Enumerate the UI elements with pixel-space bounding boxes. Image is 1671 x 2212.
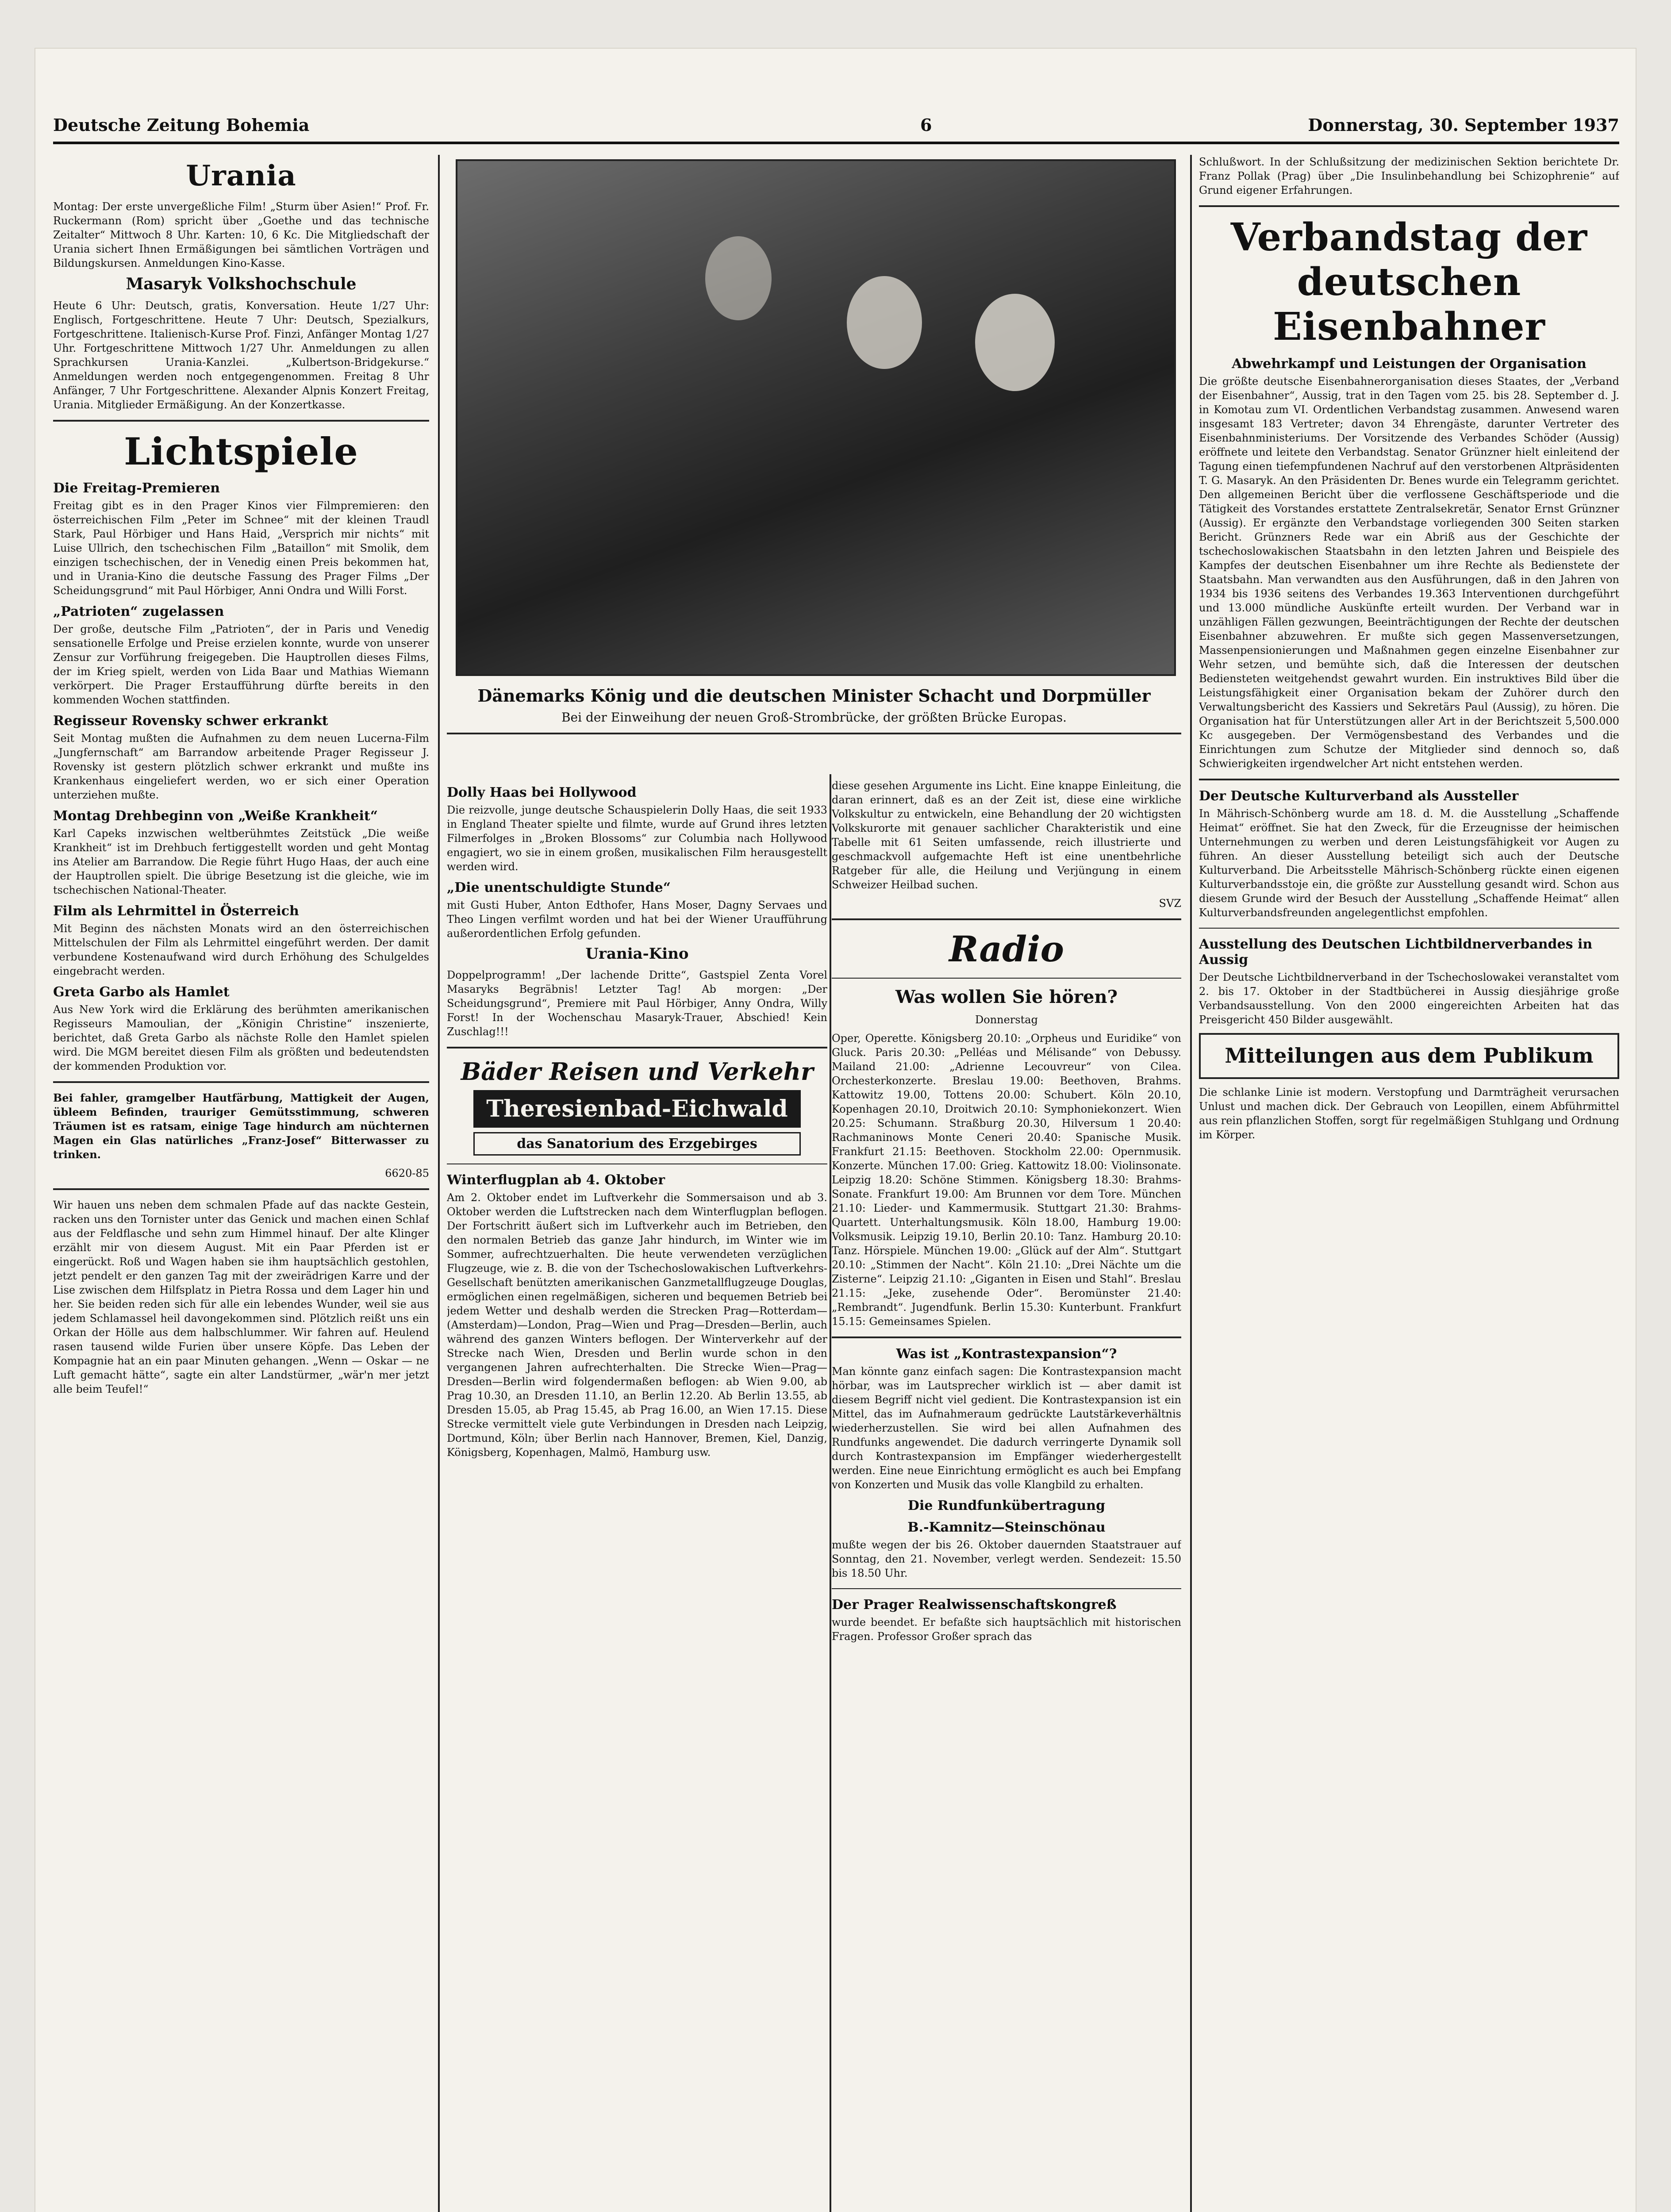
rundfunk-subheading: B.-Kamnitz—Steinschönau [907,1520,1106,1535]
lehrmittel-text: Mit Beginn des nächsten Monats wird an den österreichischen Mittelschulen der Film als Lehrmittel eingeführt werden. Der damit verbundene Kostenaufwand wird durch Erhöhung des Schulgeldes eingebracht werden. [53,922,429,977]
lichtspiele-title: Lichtspiele [124,430,358,473]
montag-heading: Montag Drehbeginn von „Weiße Krankheit“ [53,808,378,824]
verband-title-1: Verbandstag der [1230,215,1588,260]
regisseur-heading: Regisseur Rovensky schwer erkrankt [53,713,328,729]
realw-heading: Der Prager Realwissenschaftskongreß [832,1597,1117,1613]
masthead [53,115,1619,144]
rundfunk-text: mußte wegen der bis 26. Oktober dauernden Staatstrauer auf Sonntag, den 21. November, verlegt werden. Sendezeit: 15.50 bis 18.50 Uhr. [832,1539,1181,1579]
masaryk-title: Masaryk Volkshochschule [126,275,357,293]
verband-subtitle: Abwehrkampf und Leistungen der Organisation [1232,356,1586,372]
theresienbad-ad: Theresienbad-Eichwald [473,1090,801,1128]
freitag-heading: Die Freitag-Premieren [53,480,220,496]
column-1 [53,155,429,2212]
kontrast-heading: Was ist „Kontrastexpansion“? [896,1346,1117,1362]
ad-code: 6620-85 [385,1167,429,1179]
kultur-text: In Mährisch-Schönberg wurde am 18. d. M. die Ausstellung „Schaffende Heimat“ eröffnet. Sie hat den Zweck, für die Erzeugnisse der heimischen Unternehmungen zu werben und deren Leistungsfähigkeit vor Augen zu führen. An dieser Ausstellung beteiligt sich auch der Deutsche Kulturverband. Die Arbeitsstelle Mährisch-Schönberg rückte einen eigenen Kulturverbandsstoje ein, die größte zur Ausstellung gesandt wird. Schon aus diesem Grunde wird der Besuch der Ausstellung „Schaffende Heimat“ allen Kulturverbandsfreunden angelegentlichst empfohlen. [1199,807,1619,919]
hoeren-heading: Was wollen Sie hören? [895,987,1118,1007]
verband-text: Die größte deutsche Eisenbahnerorganisation dieses Staates, der „Verband der Eisenbahner“, Aussig, trat in den Tagen vom 25. bis 28. September d. J. in Komotau zum VI. Ordentlichen Verbandstag zusammen. Anwesend waren insgesamt 183 Vertreter; davon 34 Ehrengäste, darunter Vertreter des Eisenbahnministeriums. Der Vorsitzende des Verbandes Schöder (Aussig) eröffnete und leitete den Verbandstag. Senator Grünzner hielt einleitend der Tagung einen tiefempfundenen Nachruf auf den verstorbenen Altpräsidenten T. G. Masaryk. An den Präsidenten Dr. Benes wurde ein Telegramm gerichtet. Den allgemeinen Bericht über die verflossene Geschäftsperiode und die Tätigkeit des Vorstandes erstattete Zentralsekretär, Senator Ernst Grünzner (Aussig). Er ergänzte den Verbandstage vorliegenden 300 Seiten starken Bericht. Grünzners Rede war ein Abriß aus der Geschichte der tschechoslowakischen Staatsbahn in den letzten Jahren und Beispiele des Kampfes der deutschen Eisenbahner um ihre Rechte als Bedienstete der Staatsbahn. Man verwandten aus den Ausführungen, daß in den Jahren von 1934 bis 1936 seitens des Verbandes 19.363 Interventionen durchgeführt und 13.000 mündliche Auskünfte erteilt wurden. Der Verband war in unzähligen Fällen gezwungen, Beeinträchtigungen der Rechte der deutschen Eisenbahner abzuwehren. Er mußte sich gegen Massenversetzungen, Massenpensionierungen und Maßnahmen gegen einzelne Eisenbahner zur Wehr setzen, und bemühte sich, daß die Interessen der deutschen Bediensteten weitgehendst gewahrt wurden. Ein instruktives Bild über die Leistungsfähigkeit einer Organisation bekam der Zuhörer durch den Verwaltungsbericht des Kassiers und Sekretärs Paul (Aussig), zu hören. Die Organisation hat für Unterstützungen aller Art in der Berichtszeit 5,500.000 Kc ausgegeben. Der Vermögensbestand des Verbandes und die Einrichtungen zum Schutze der Mitglieder sind dennoch so, daß Schwierigkeiten irgendwelcher Art nicht entstehen werden. [1199,375,1619,770]
photo-caption-sub: Bei der Einweihung der neuen Groß-Strombrücke, der größten Brücke Europas. [561,710,1067,725]
garbo-text: Aus New York wird die Erklärung des berühmten amerikanischen Regisseurs Mamoulian, der „Königin Christine“ inszenierte, berichtet, daß Greta Garbo als nächste Rolle den Hamlet spielen wird. Die MGM bereitet diesen Film als größten und bedeutendsten der kommenden Produktion vor. [53,1003,429,1072]
montag-text: Karl Capeks inzwischen weltberühmtes Zeitstück „Die weiße Krankheit“ ist im Drehbuch fertiggestellt worden und geht Montag ins Atelier am Barrandow. Die Regie führt Hugo Haas, der auch eine der Hauptrollen spielt. Die übrige Besetzung ist die gleiche, wie im tschechischen National-Theater. [53,827,429,896]
photo-figure [975,294,1055,391]
hoeren-text: Oper, Operette. Königsberg 20.10: „Orpheus und Euridike“ von Gluck. Paris 20.30: „Pelléas und Mélisande“ von Debussy. Mailand 21.00: „Adrienne Lecouvreur“ von Cilea. Orchesterkonzerte. Breslau 19.00: Beethoven, Brahms. Kattowitz 19.00, Tottens 20.00: Schubert. Köln 20.10, Kopenhagen 20.10, Droitwich 20.10: Symphoniekonzert. Wien 20.25: Schumann. Straßburg 20.30, Hilversum 1 20.40: Rachmaninows Monte Ceneri 20.40: Spanische Musik. Frankfurt 21.15: Beethoven. Stockholm 22.00: Opernmusik. Konzerte. München 17.00: Grieg. Kattowitz 18.00: Violinsonate. Leipzig 18.20: Schöne Stimmen. Königsberg 18.30: Brahms-Sonate. Frankfurt 19.00: Am Brunnen vor dem Tore. München 21.10: Lieder- und Kammermusik. Stuttgart 21.30: Brahms-Quartett. Unterhaltungsmusik. Köln 18.00, Hamburg 19.00: Volksmusik. Leipzig 19.10, Berlin 20.10: Tanz. Hamburg 20.10: Tanz. Hörspiele. München 19.00: „Glück auf der Alm“. Stuttgart 20.10: „Stimmen der Nacht“. Köln 21.10: „Drei Nächte um die Zisterne“. Leipzig 21.10: „Giganten in Eisen und Stahl“. Breslau 21.15: „Jeke, zusehende Oder“. Beromünster 21.40: „Rembrandt“. Jugendfunk. Berlin 15.30: Kunterbunt. Frankfurt 15.15: Gemeinsames Spielen. [832,1032,1181,1328]
freitag-text: Freitag gibt es in den Prager Kinos vier Filmpremieren: den österreichischen Film „Peter im Schnee“ mit der kleinen Traudl Stark, Paul Hörbiger und Hans Haid, „Versprich mir nichts“ mit Luise Ullrich, den tschechischen Film „Bataillon“ mit Smolik, dem einzigen tschechischen, der in Venedig einen Preis bekommen hat, und in Urania-Kino die deutsche Fassung des Prager Films „Der Scheidungsgrund“ mit Paul Hörbiger, Anni Ondra und Willi Forst. [53,499,429,597]
column-rule [1190,155,1192,2212]
stunde-text: mit Gusti Huber, Anton Edthofer, Hans Moser, Dagny Servaes und Theo Lingen verfilmt worden und hat bei der Wiener Uraufführung außerordentlichen Erfolg gefunden. [447,899,827,940]
masthead-date: Donnerstag, 30. September 1937 [1308,115,1619,135]
patrioten-heading: „Patrioten“ zugelassen [53,604,224,619]
mitteilungen-text: Die schlanke Linie ist modern. Verstopfung und Darmträgheit verursachen Unlust und machen dick. Der Gebrauch von Leopillen, einem Abführmittel aus rein pflanzlichen Stoffen, sorgt für regelmäßigen Stuhlgang und Ordnung im Körper. [1199,1086,1619,1141]
column-rule [438,155,440,2212]
divider [1199,928,1619,929]
column-3 [832,779,1181,2212]
dolly-text: Die reizvolle, junge deutsche Schauspielerin Dolly Haas, die seit 1933 in England Theater spielte und filmte, wurde auf Grund ihres letzten Filmerfolges in „Broken Blossoms“ zur Columbia nach Hollywood engagiert, wo sie in einem großen, musikalischen Film herausgestellt werden wird. [447,804,827,873]
stunde-heading: „Die unentschuldigte Stunde“ [447,880,671,895]
radio-title: Radio [949,928,1064,970]
masthead-paper-name: Deutsche Zeitung Bohemia [53,115,310,135]
divider [447,1047,827,1048]
baeder-banner: Bäder Reisen und Verkehr [461,1057,814,1086]
patrioten-text: Der große, deutsche Film „Patrioten“, der in Paris und Venedig sensationelle Erfolge und Preise erzielen konnte, wurde von unserer Zensur zur Vorführung freigegeben. Die Hauptrollen dieses Films, der im Krieg spielt, werden von Lida Baar und Mathias Wiemann verkörpert. Die Prager Erstaufführung dürfte bereits in den kommenden Wochen stattfinden. [53,623,429,706]
column-2 [447,779,827,2212]
realw-text: wurde beendet. Er befaßte sich hauptsächlich mit historischen Fragen. Professor Großer sprach das [832,1616,1181,1643]
winterflug-heading: Winterflugplan ab 4. Oktober [447,1172,665,1188]
story-text: Wir hauen uns neben dem schmalen Pfade auf das nackte Gestein, racken uns den Tornister unter das Genick und machen einen Schlaf aus der Feldflasche und sehn zum Himmel hinauf. Der alte Klinger erzählt mir von diesem August. Mit ein Paar Pferden ist er eingerückt. Roß und Wagen haben sie ihm hauptsächlich gestohlen, jetzt pendelt er den ganzen Tag mit der zweirädrigen Karre und der Lise zwischen dem Hilfsplatz in Pietra Rossa und dem Lager hin und her. Sie beiden reden sich für alle ein lebendes Wunder, weil sie aus jedem Schlamassel heil davongekommen sind. Plötzlich reißt uns ein Orkan der Hölle aus dem halbschlummer. Wir fahren auf. Heulend rasen tausend wilde Furien über unsere Köpfe. Das Leben der Kompagnie hat an ein paar Minuten gehangen. „Wenn — Oskar — ne Luft gemacht hätte“, sagte ein alter Landstürmer, „wär'n mer jetzt alle beim Teufel!“ [53,1199,429,1395]
divider [53,1081,429,1083]
heilbad-text: diese gesehen Argumente ins Licht. Eine knappe Einleitung, die daran erinnert, daß es an der Zeit ist, diese eine wirkliche Volkskultur zu entwickeln, eine Behandlung der 20 wichtigsten Volkskurorte mit genauer sachlicher Charakteristik und eine Tabelle mit 61 Seiten umfassende, reich illustrierte und geschmackvoll aufgemachte Heft ist eine unentbehrliche Ratgeber für alle, die Heilung und Verjüngung in einem Schweizer Heilbad suchen. [832,780,1181,891]
mitteilungen-title: Mitteilungen aus dem Publikum [1225,1044,1594,1068]
kontrast-text: Man könnte ganz einfach sagen: Die Kontrastexpansion macht hörbar, was im Lautsprecher wirklich ist — aber damit ist diesem Begriff nicht viel gedient. Die Kontrastexpansion ist ein Mittel, das im Aufnahmeraum gedrückte Lautstärkeverhältnis wiederherzustellen. Sie wird bei allen Aufnahmen des Rundfunks angewendet. Die dadurch verringerte Dynamik soll durch Kontrastexpansion im Empfänger wiederhergestellt werden. Eine neue Einrichtung ermöglicht es auch bei Empfang von Konzerten und Musik das volle Klangbild zu erhalten. [832,1365,1181,1491]
urania-text: Montag: Der erste unvergeßliche Film! „Sturm über Asien!“ Prof. Fr. Ruckermann (Rom) spricht über „Goethe und das technische Zeitalter“ Mittwoch 8 Uhr. Karten: 10, 6 Kc. Die Mitgliedschaft der Urania sichert Ihnen Ermäßigungen bei sämtlichen Vorträgen und Bildungskursen. Anmeldungen Kino-Kasse. [53,200,429,269]
kultur-heading: Der Deutsche Kulturverband als Aussteller [1199,788,1519,804]
urania-kino-heading: Urania-Kino [585,945,689,963]
divider [1199,205,1619,207]
urania-title: Urania [186,159,296,192]
licht-heading: Ausstellung des Deutschen Lichtbildnerverbandes in Aussig [1199,937,1593,968]
photo-figure [705,236,772,320]
rundfunk-heading: Die Rundfunkübertragung [907,1498,1106,1513]
schluss-text: Schlußwort. In der Schlußsitzung der medizinischen Sektion berichtete Dr. Franz Pollak (Prag) über „Die Insulinbehandlung bei Schizophrenie“ auf Grund eigener Erfahrungen. [1199,156,1619,196]
verband-title-2: deutschen Eisenbahner [1273,260,1545,349]
photo-caption-title: Dänemarks König und die deutschen Minister Schacht und Dorpmüller [477,686,1151,706]
divider [53,420,429,422]
divider [832,1588,1181,1589]
winterflug-text: Am 2. Oktober endet im Luftverkehr die Sommersaison und ab 3. Oktober werden die Luftstrecken nach dem Winterflugplan beflogen. Der Fortschritt äußert sich im Luftverkehr auch im Betrieben, den den normalen Betrieb das ganze Jahr hindurch, im Winter wie im Sommer, aufrechtzuerhalten. Die heute verwendeten verzüglichen Flugzeuge, wie z. B. die von der Tschechoslowakischen Luftverkehrs-Gesellschaft benützten amerikanischen Ganzmetallflugzeuge Douglas, ermöglichen einen regelmäßigen, sicheren und bequemen Betrieb bei jedem Wetter und deshalb werden die Strecken Prag—Rotterdam—(Amsterdam)—London, Prag—Wien und Prag—Dresden—Berlin, auch während des ganzen Winters beflogen. Der Winterverkehr auf der Strecke nach Wien, Dresden und Berlin wurde schon in den vergangenen Jahren aufrechterhalten. Die Strecke Wien—Prag—Dresden—Berlin wird folgendermaßen beflogen: ab Wien 9.00, ab Prag 10.30, an Dresden 11.10, an Berlin 12.20. Ab Berlin 13.55, ab Dresden 15.05, ab Prag 15.45, ab Prag 16.00, an Wien 17.15. Diese Strecke vermittelt viele gute Verbindungen in Dresden nach Leipzig, Dortmund, Köln; über Berlin nach Hannover, Bremen, Kiel, Danzig, Königsberg, Kopenhagen, Malmö, Hamburg usw. [447,1191,827,1459]
hoeren-day: Donnerstag [975,1014,1038,1026]
photo-figure [847,276,922,369]
heilbad-signature: SVZ [1159,897,1181,910]
news-photo [456,159,1176,676]
masthead-page-number: 6 [920,115,932,135]
dolly-heading: Dolly Haas bei Hollywood [447,785,637,800]
garbo-heading: Greta Garbo als Hamlet [53,984,230,1000]
divider [53,1188,429,1190]
divider [832,978,1181,979]
licht-text: Der Deutsche Lichtbildnerverband in der Tschechoslowakei veranstaltet vom 2. bis 17. Oktober in der Stadtbücherei in Aussig diesjährige große Verbandsausstellung. Von den 2000 eingereichten Arbeiten hat das Preisgericht 450 Bilder ausgewählt. [1199,971,1619,1026]
urania-kino-text: Doppelprogramm! „Der lachende Dritte“, Gastspiel Zenta Vorel Masaryks Begräbnis! Letzter Tag! Ab morgen: „Der Scheidungsgrund“, Premiere mit Paul Hörbiger, Anny Ondra, Willy Forst! In der Wochenschau Masaryk-Trauer, Abschied! Kein Zuschlag!!! [447,969,827,1038]
lehrmittel-heading: Film als Lehrmittel in Österreich [53,903,299,919]
bitterwasser-ad: Bei fahler, gramgelber Hautfärbung, Mattigkeit der Augen, übleem Befinden, trauriger Gemütsstimmung, schweren Träumen ist es ratsam, einige Tage hindurch am nüchternen Magen ein Glas natürliches „Franz-Josef“ Bitterwasser zu trinken. [53,1091,429,1161]
divider [832,1336,1181,1338]
divider [447,733,1181,734]
mitteilungen-box [1199,1033,1619,1079]
divider [1199,779,1619,780]
regisseur-text: Seit Montag mußten die Aufnahmen zu dem neuen Lucerna-Film „Jungfernschaft“ am Barrandow arbeitende Prager Regisseur J. Rovensky ist gestern plötzlich schwer erkrankt und mußte ins Krankenhaus eingeliefert werden, wo er sich einer Operation unterziehen mußte. [53,732,429,801]
column-4 [1199,155,1619,2212]
masaryk-text: Heute 6 Uhr: Deutsch, gratis, Konversation. Heute 1/27 Uhr: Englisch, Fortgeschrittene. Heute 7 Uhr: Deutsch, Spezialkurs, Fortgeschrittene. Italienisch-Kurse Prof. Finzi, Anfänger Montag 1/27 Uhr. Fortgeschrittene Mittwoch 1/27 Uhr. Anmeldungen zu allen Sprachkursen Urania-Kanzlei. „Kulbertson-Bridgekurse.“ Anmeldungen werden noch entgegengenommen. Freitag 8 Uhr Anfänger, 7 Uhr Fortgeschrittene. Alexander Alpnis Konzert Freitag, Urania. Mitglieder Ermäßigung. An der Konzertkasse. [53,300,429,411]
divider [832,918,1181,920]
theresienbad-ad-sub: das Sanatorium des Erzgebirges [473,1132,801,1156]
